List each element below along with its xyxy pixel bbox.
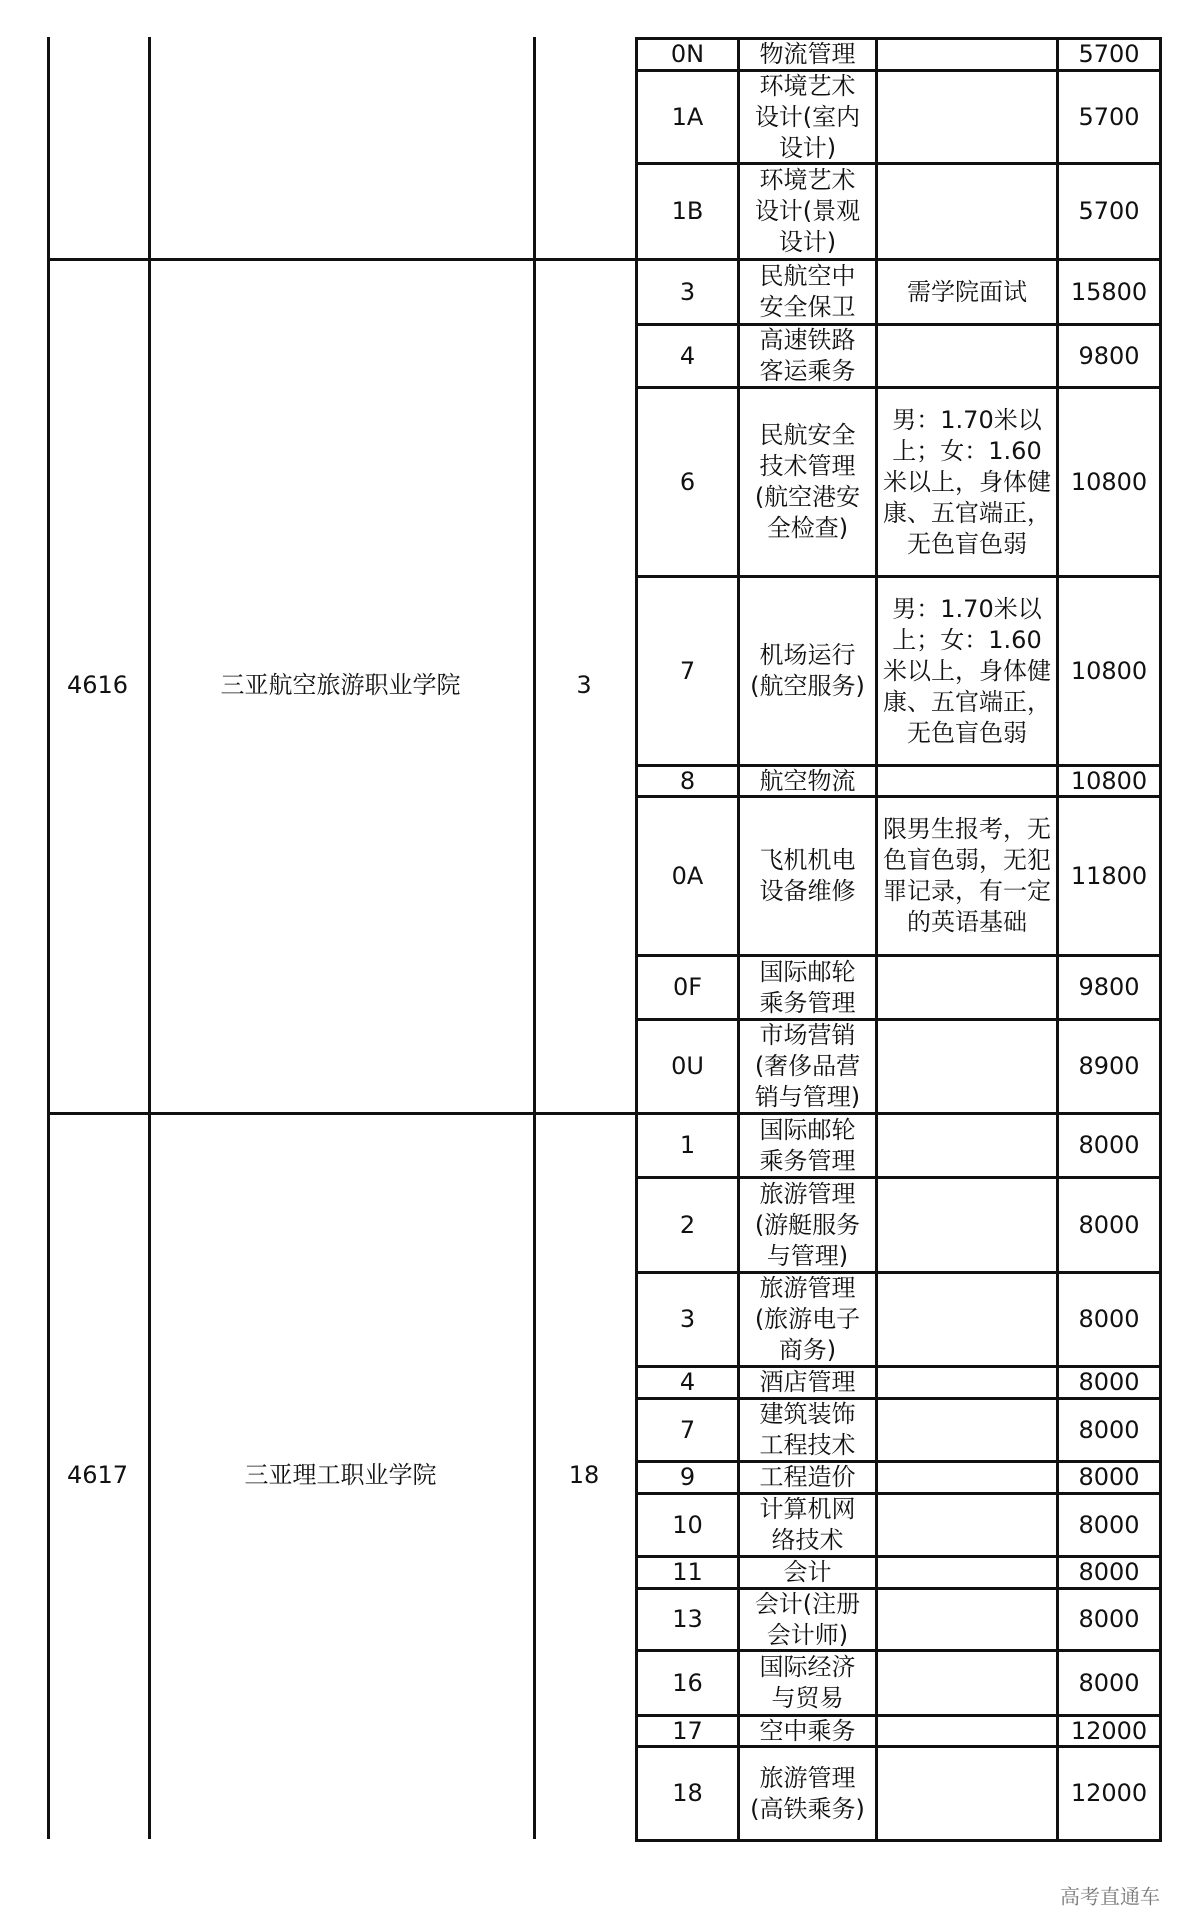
- tuition-fee-text: 10800: [1070, 767, 1148, 795]
- major-name: [740, 798, 875, 954]
- major-note: [878, 798, 1056, 954]
- major-code-text: 1A: [671, 102, 704, 131]
- major-code-text: 0N: [670, 40, 705, 68]
- tuition-fee: [1059, 1590, 1159, 1649]
- tuition-fee: [1059, 767, 1159, 795]
- school-code: [47, 258, 148, 1112]
- major-name-text: 飞机机电设备维修: [759, 846, 856, 905]
- major-code-text: 9: [679, 1463, 696, 1491]
- tuition-fee: [1059, 578, 1159, 764]
- major-name: [740, 165, 875, 258]
- major-code-text: 16: [672, 1668, 703, 1697]
- major-note: [878, 72, 1056, 162]
- major-note-text: 需学院面试: [907, 277, 1027, 306]
- major-code: [638, 389, 737, 575]
- tuition-fee: [1059, 1495, 1159, 1555]
- major-name-text: 会计: [783, 1558, 832, 1586]
- tuition-fee: [1059, 1115, 1159, 1176]
- major-name: [740, 578, 875, 764]
- tuition-fee: [1059, 798, 1159, 954]
- major-code: [638, 767, 737, 795]
- major-name: [740, 1558, 875, 1587]
- major-code-text: 8: [679, 767, 696, 795]
- school-code-text: 4617: [66, 1461, 129, 1489]
- tuition-fee-text: 5700: [1078, 197, 1140, 225]
- major-note: [878, 1652, 1056, 1714]
- major-code-text: 11: [672, 1558, 703, 1586]
- major-note: [878, 40, 1056, 69]
- major-note: [878, 1368, 1056, 1397]
- major-code: [638, 957, 737, 1018]
- tuition-fee-text: 15800: [1070, 277, 1148, 306]
- school-code-text: 4616: [66, 670, 129, 699]
- tuition-fee: [1059, 1274, 1159, 1365]
- tuition-fee-text: 8000: [1078, 1305, 1140, 1333]
- major-name-text: 计算机网络技术: [759, 1495, 856, 1554]
- major-name-text: 民航空中安全保卫: [759, 262, 856, 321]
- major-code-text: 1B: [671, 197, 704, 225]
- major-note: [878, 767, 1056, 795]
- major-code: [638, 1021, 737, 1112]
- major-code: [638, 72, 737, 162]
- tuition-fee: [1059, 261, 1159, 323]
- major-name-text: 旅游管理(游艇服务与管理): [754, 1179, 861, 1270]
- major-name: [740, 1400, 875, 1460]
- major-code-text: 13: [672, 1605, 703, 1633]
- major-name: [740, 1652, 875, 1714]
- tuition-fee-text: 12000: [1070, 1717, 1148, 1745]
- major-name-text: 国际邮轮乘务管理: [759, 1115, 856, 1175]
- tuition-fee-text: 8000: [1078, 1415, 1140, 1444]
- tuition-fee-text: 8000: [1078, 1605, 1140, 1633]
- major-name-text: 高速铁路客运乘务: [759, 326, 856, 385]
- tuition-fee-text: 8000: [1078, 1558, 1140, 1586]
- major-count-text: 18: [568, 1461, 600, 1489]
- major-code-text: 1: [679, 1131, 696, 1159]
- major-name: [740, 957, 875, 1018]
- major-note-text: 限男生报考，无色盲色弱，无犯罪记录，有一定的英语基础: [883, 815, 1051, 936]
- tuition-fee-text: 12000: [1070, 1779, 1148, 1807]
- major-note-text: 男：1.70米以上；女：1.60米以上，身体健康、五官端正，无色盲色弱: [883, 405, 1051, 558]
- major-name-text: 旅游管理(高铁乘务): [750, 1763, 865, 1823]
- major-note: [878, 1748, 1056, 1839]
- major-name: [740, 1748, 875, 1839]
- major-note: [878, 1558, 1056, 1587]
- major-note: [878, 1021, 1056, 1112]
- major-name: [740, 40, 875, 69]
- major-name-text: 机场运行(航空服务): [750, 641, 865, 700]
- major-code: [638, 1495, 737, 1555]
- major-note: [878, 389, 1056, 575]
- school-name-text: 三亚航空旅游职业学院: [220, 670, 461, 699]
- tuition-fee-text: 8900: [1078, 1052, 1140, 1080]
- major-name: [740, 1021, 875, 1112]
- tuition-fee: [1059, 326, 1159, 386]
- major-code: [638, 1558, 737, 1587]
- major-name-text: 旅游管理(旅游电子商务): [754, 1274, 861, 1364]
- major-name-text: 建筑装饰工程技术: [759, 1400, 856, 1459]
- tuition-fee: [1059, 1179, 1159, 1271]
- major-name: [740, 261, 875, 323]
- tuition-fee: [1059, 1021, 1159, 1112]
- tuition-fee-text: 9800: [1078, 341, 1140, 370]
- major-name-text: 工程造价: [759, 1463, 856, 1491]
- tuition-fee-text: 5700: [1078, 40, 1140, 68]
- major-code: [638, 1463, 737, 1492]
- tuition-fee-text: 8000: [1078, 1510, 1140, 1539]
- major-code: [638, 798, 737, 954]
- major-note-text: 男：1.70米以上；女：1.60米以上，身体健康、五官端正，无色盲色弱: [883, 594, 1051, 747]
- tuition-fee-text: 9800: [1078, 973, 1140, 1001]
- tuition-fee: [1059, 165, 1159, 258]
- column-divider: [1159, 37, 1162, 1842]
- tuition-fee: [1059, 389, 1159, 575]
- major-code-text: 0A: [671, 861, 704, 890]
- school-name-text: 三亚理工职业学院: [244, 1461, 437, 1489]
- major-code-text: 18: [672, 1779, 703, 1807]
- school-name: [148, 1112, 533, 1839]
- major-note: [878, 1463, 1056, 1492]
- major-note: [878, 1717, 1056, 1745]
- tuition-fee: [1059, 1368, 1159, 1397]
- major-name: [740, 1495, 875, 1555]
- major-code-text: 7: [679, 1415, 696, 1444]
- major-code-text: 3: [679, 1305, 696, 1333]
- tuition-fee-text: 10800: [1070, 656, 1148, 685]
- tuition-fee: [1059, 1652, 1159, 1714]
- tuition-fee: [1059, 1400, 1159, 1460]
- tuition-fee: [1059, 957, 1159, 1018]
- tuition-fee-text: 11800: [1070, 861, 1148, 890]
- major-name: [740, 1274, 875, 1365]
- major-name-text: 酒店管理: [759, 1368, 856, 1396]
- tuition-fee-text: 10800: [1070, 467, 1148, 496]
- major-code: [638, 1652, 737, 1714]
- major-count: [533, 1112, 635, 1839]
- major-code: [638, 1274, 737, 1365]
- major-code: [638, 1400, 737, 1460]
- major-code-text: 0U: [671, 1052, 704, 1080]
- major-name: [740, 1179, 875, 1271]
- major-code-text: 6: [679, 467, 696, 496]
- major-code: [638, 1748, 737, 1839]
- major-name: [740, 1115, 875, 1176]
- major-note: [878, 957, 1056, 1018]
- major-note: [878, 1495, 1056, 1555]
- tuition-fee: [1059, 1717, 1159, 1745]
- watermark: 高考直通车: [1060, 1884, 1160, 1909]
- tuition-fee: [1059, 40, 1159, 69]
- school-code: [47, 1112, 148, 1839]
- tuition-fee-text: 8000: [1078, 1668, 1140, 1697]
- row-divider: [635, 1839, 1162, 1842]
- major-name-text: 会计(注册会计师): [754, 1590, 861, 1649]
- major-name: [740, 1590, 875, 1649]
- major-note: [878, 1590, 1056, 1649]
- tuition-fee-text: 5700: [1078, 102, 1140, 131]
- major-name-text: 市场营销(奢侈品营销与管理): [754, 1021, 861, 1111]
- major-code: [638, 1179, 737, 1271]
- major-note: [878, 261, 1056, 323]
- major-note: [878, 1115, 1056, 1176]
- major-note: [878, 1274, 1056, 1365]
- major-name: [740, 1717, 875, 1745]
- major-code-text: 4: [679, 1368, 696, 1396]
- major-name-text: 环境艺术设计(景观设计): [754, 166, 861, 256]
- major-name: [740, 326, 875, 386]
- major-code-text: 17: [672, 1717, 703, 1745]
- major-name-text: 物流管理: [759, 40, 856, 68]
- major-name: [740, 389, 875, 575]
- major-code-text: 10: [672, 1510, 703, 1539]
- major-code: [638, 326, 737, 386]
- major-count-text: 3: [576, 670, 592, 699]
- major-code: [638, 1717, 737, 1745]
- major-code: [638, 165, 737, 258]
- major-code: [638, 261, 737, 323]
- major-code-text: 2: [679, 1210, 696, 1239]
- major-name: [740, 72, 875, 162]
- tuition-fee-text: 8000: [1078, 1463, 1140, 1491]
- major-name-text: 民航安全技术管理(航空港安全检查): [754, 421, 861, 542]
- major-code-text: 3: [679, 277, 696, 306]
- tuition-fee: [1059, 72, 1159, 162]
- major-name: [740, 1368, 875, 1397]
- major-code: [638, 578, 737, 764]
- major-note: [878, 1179, 1056, 1271]
- major-note: [878, 1400, 1056, 1460]
- major-name-text: 空中乘务: [759, 1717, 856, 1745]
- major-name-text: 国际经济与贸易: [759, 1653, 856, 1712]
- major-code-text: 7: [679, 656, 696, 685]
- major-name-text: 国际邮轮乘务管理: [759, 957, 856, 1017]
- tuition-fee-text: 8000: [1078, 1210, 1140, 1239]
- major-code: [638, 1590, 737, 1649]
- major-name-text: 航空物流: [759, 767, 856, 795]
- major-code-text: 0F: [672, 973, 703, 1001]
- major-note: [878, 326, 1056, 386]
- tuition-fee: [1059, 1748, 1159, 1839]
- major-name: [740, 1463, 875, 1492]
- major-note: [878, 165, 1056, 258]
- major-note: [878, 578, 1056, 764]
- major-code: [638, 1115, 737, 1176]
- major-name: [740, 767, 875, 795]
- school-name: [148, 258, 533, 1112]
- major-count: [533, 258, 635, 1112]
- major-name-text: 环境艺术设计(室内设计): [754, 72, 861, 162]
- tuition-fee: [1059, 1463, 1159, 1492]
- tuition-fee-text: 8000: [1078, 1368, 1140, 1396]
- tuition-fee-text: 8000: [1078, 1131, 1140, 1159]
- major-code: [638, 1368, 737, 1397]
- tuition-fee: [1059, 1558, 1159, 1587]
- major-code: [638, 40, 737, 69]
- major-code-text: 4: [679, 341, 696, 370]
